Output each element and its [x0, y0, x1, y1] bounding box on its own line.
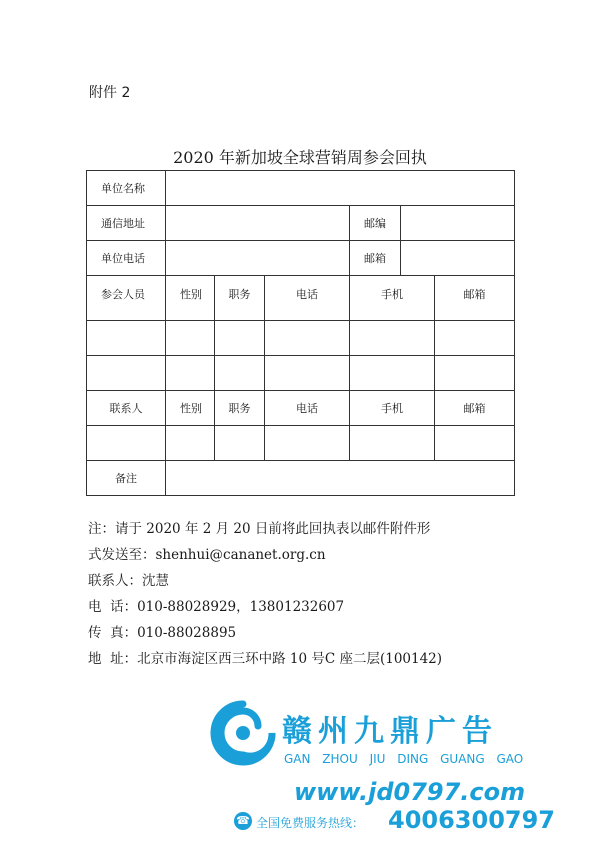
- participant-cell[interactable]: [215, 356, 265, 391]
- remarks-field[interactable]: [166, 461, 515, 496]
- contact-cell[interactable]: [265, 426, 350, 461]
- participant-cell[interactable]: [87, 321, 166, 356]
- watermark-banner: [210, 700, 595, 840]
- participant-cell[interactable]: [435, 321, 515, 356]
- remarks-label: 备注: [87, 461, 166, 496]
- note-line: 传 真：010-88028895: [88, 625, 237, 641]
- position-header: 职务: [215, 391, 265, 426]
- phone-header: 电话: [265, 276, 350, 321]
- participant-cell[interactable]: [265, 321, 350, 356]
- phone-header: 电话: [265, 391, 350, 426]
- email-box-field[interactable]: [401, 241, 515, 276]
- form-title: 2020 年新加坡全球营销周参会回执: [173, 148, 427, 167]
- reply-form-table: [86, 170, 515, 496]
- watermark-pinyin: GAN ZHOU JIU DING GUANG GAO: [284, 752, 524, 766]
- unit-name-field[interactable]: [166, 171, 515, 206]
- hotline-number: 4006300797: [388, 806, 555, 834]
- attachment-label: 附件 2: [89, 85, 131, 101]
- swirl-logo-icon: [210, 700, 276, 766]
- participant-cell[interactable]: [435, 356, 515, 391]
- gender-header: 性别: [166, 276, 215, 321]
- participant-cell[interactable]: [215, 321, 265, 356]
- contact-cell[interactable]: [166, 426, 215, 461]
- note-line: 地 址：北京市海淀区西三环中路 10 号C 座二层(100142): [88, 651, 443, 667]
- note-line: 式发送至：shenhui@cananet.org.cn: [88, 547, 326, 563]
- participant-cell[interactable]: [166, 356, 215, 391]
- address-label: 通信地址: [87, 206, 166, 241]
- contact-cell[interactable]: [215, 426, 265, 461]
- participant-cell[interactable]: [265, 356, 350, 391]
- email-header: 邮箱: [435, 391, 515, 426]
- unit-phone-field[interactable]: [166, 241, 350, 276]
- participant-cell[interactable]: [350, 321, 435, 356]
- gender-header: 性别: [166, 391, 215, 426]
- notes-section: [88, 516, 442, 672]
- email-header: 邮箱: [435, 276, 515, 321]
- participant-cell[interactable]: [166, 321, 215, 356]
- participant-cell[interactable]: [87, 356, 166, 391]
- postcode-label: 邮编: [350, 206, 401, 241]
- watermark-website: www.jd0797.com: [294, 778, 526, 806]
- note-line: 联系人：沈慧: [88, 573, 169, 589]
- phone-icon: ☎: [234, 812, 252, 830]
- contact-cell[interactable]: [435, 426, 515, 461]
- unit-phone-label: 单位电话: [87, 241, 166, 276]
- address-field[interactable]: [166, 206, 350, 241]
- watermark-brand: 赣州九鼎广告: [282, 714, 498, 749]
- contact-cell[interactable]: [350, 426, 435, 461]
- participants-header: 参会人员: [87, 276, 166, 321]
- mobile-header: 手机: [350, 276, 435, 321]
- contact-header: 联系人: [87, 391, 166, 426]
- participant-cell[interactable]: [350, 356, 435, 391]
- unit-name-label: 单位名称: [87, 171, 166, 206]
- position-header: 职务: [215, 276, 265, 321]
- contact-cell[interactable]: [87, 426, 166, 461]
- note-line: 注：请于 2020 年 2 月 20 日前将此回执表以邮件附件形: [88, 521, 431, 537]
- postcode-field[interactable]: [401, 206, 515, 241]
- hotline-label: 全国免费服务热线：: [256, 816, 365, 830]
- email-box-label: 邮箱: [350, 241, 401, 276]
- mobile-header: 手机: [350, 391, 435, 426]
- note-line: 电 话：010-88028929，13801232607: [88, 599, 345, 615]
